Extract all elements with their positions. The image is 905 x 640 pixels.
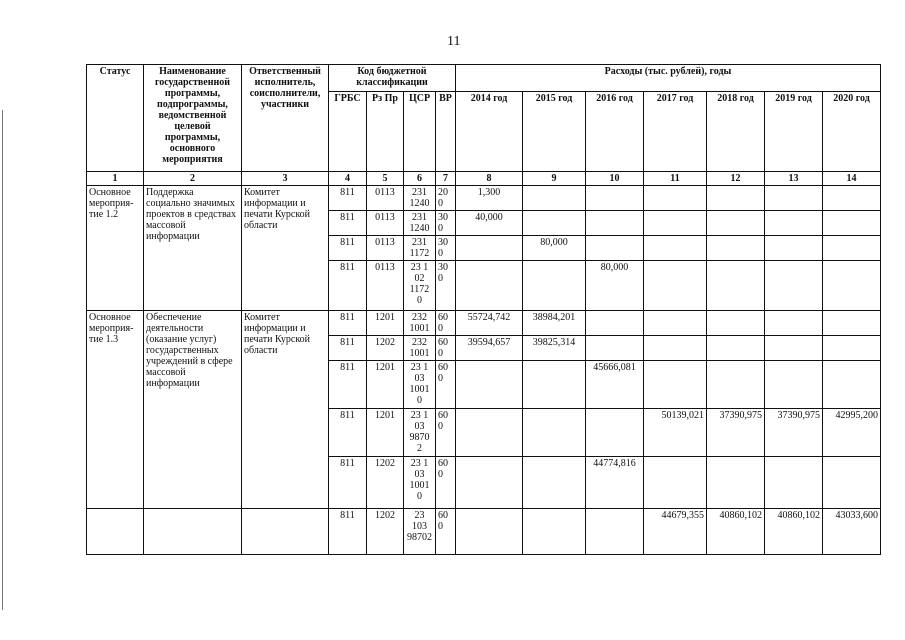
cell-2018 <box>707 336 765 361</box>
cell-grbs: 811 <box>329 186 367 211</box>
cell-2014 <box>456 261 523 311</box>
cell-2018 <box>707 361 765 409</box>
cell-rzpr: 0113 <box>367 186 404 211</box>
column-number: 5 <box>367 172 404 186</box>
header-vr: ВР <box>436 92 456 172</box>
cell-2017 <box>644 186 707 211</box>
cell-2014 <box>456 409 523 457</box>
cell-grbs: 811 <box>329 211 367 236</box>
cell-csr: 23 103 98702 <box>404 509 436 555</box>
cell-csr: 231 1240 <box>404 186 436 211</box>
cell-2018 <box>707 211 765 236</box>
cell-2014 <box>456 236 523 261</box>
header-year-2016: 2016 год <box>586 92 644 172</box>
cell-csr: 23 1 02 1172 0 <box>404 261 436 311</box>
group-status: Основное мероприя-тие 1.2 <box>87 186 144 311</box>
cell-csr: 232 1001 <box>404 336 436 361</box>
cell-vr: 20 0 <box>436 186 456 211</box>
header-rzpr: Рз Пр <box>367 92 404 172</box>
cell-2015 <box>523 361 586 409</box>
cell-2016 <box>586 236 644 261</box>
budget-table <box>86 64 881 555</box>
cell-2015 <box>523 457 586 509</box>
cell-2019 <box>765 311 823 336</box>
cell-2015: 38984,201 <box>523 311 586 336</box>
cell-2015: 80,000 <box>523 236 586 261</box>
cell-2020 <box>823 236 881 261</box>
cell-2018: 40860,102 <box>707 509 765 555</box>
cell-2017 <box>644 457 707 509</box>
cell-2014 <box>456 509 523 555</box>
header-year-2015: 2015 год <box>523 92 586 172</box>
cell-rzpr: 1201 <box>367 311 404 336</box>
cell-vr: 60 0 <box>436 336 456 361</box>
column-number: 11 <box>644 172 707 186</box>
group-name: Поддержка социально значимых проектов в средствах массовой информации <box>144 186 242 311</box>
cell-2014: 55724,742 <box>456 311 523 336</box>
cell-vr: 30 0 <box>436 261 456 311</box>
cell-csr: 23 1 03 9870 2 <box>404 409 436 457</box>
column-number: 3 <box>242 172 329 186</box>
cell-2016 <box>586 409 644 457</box>
header-csr: ЦСР <box>404 92 436 172</box>
cell-2019: 37390,975 <box>765 409 823 457</box>
cell-2016: 80,000 <box>586 261 644 311</box>
group-responsible: Комитет информации и печати Курской области <box>242 186 329 311</box>
cell-2019 <box>765 186 823 211</box>
column-number: 12 <box>707 172 765 186</box>
cell-2014: 40,000 <box>456 211 523 236</box>
group-responsible: Комитет информации и печати Курской области <box>242 311 329 509</box>
cell-vr: 60 0 <box>436 311 456 336</box>
cell-vr: 60 0 <box>436 509 456 555</box>
cell-2018 <box>707 311 765 336</box>
cell-rzpr: 1202 <box>367 509 404 555</box>
cell-grbs: 811 <box>329 361 367 409</box>
cell-csr: 231 1172 <box>404 236 436 261</box>
column-number: 7 <box>436 172 456 186</box>
cell-2020: 42995,200 <box>823 409 881 457</box>
cell-2020 <box>823 361 881 409</box>
column-number: 8 <box>456 172 523 186</box>
cell-2019 <box>765 261 823 311</box>
cell-rzpr: 1201 <box>367 409 404 457</box>
header-year-2017: 2017 год <box>644 92 707 172</box>
cell-2018 <box>707 457 765 509</box>
column-number: 10 <box>586 172 644 186</box>
column-number: 6 <box>404 172 436 186</box>
column-number: 14 <box>823 172 881 186</box>
cell-grbs: 811 <box>329 409 367 457</box>
cell-csr: 231 1240 <box>404 211 436 236</box>
cell-2017 <box>644 336 707 361</box>
cell-2017 <box>644 361 707 409</box>
cell-2016 <box>586 186 644 211</box>
cell-csr: 23 1 03 1001 0 <box>404 361 436 409</box>
cell-2019: 40860,102 <box>765 509 823 555</box>
cell-grbs: 811 <box>329 336 367 361</box>
cell-vr: 30 0 <box>436 236 456 261</box>
cell-2015 <box>523 509 586 555</box>
cell-2014 <box>456 361 523 409</box>
cell-2015: 39825,314 <box>523 336 586 361</box>
header-status: Статус <box>87 65 144 172</box>
page-number: 11 <box>447 34 461 49</box>
cell-2018 <box>707 261 765 311</box>
header-grbs: ГРБС <box>329 92 367 172</box>
header-expenses: Расходы (тыс. рублей), годы <box>456 65 881 92</box>
header-year-2014: 2014 год <box>456 92 523 172</box>
cell-2016 <box>586 509 644 555</box>
cell-2017 <box>644 261 707 311</box>
cell-grbs: 811 <box>329 236 367 261</box>
cell-2020 <box>823 311 881 336</box>
cell-2020 <box>823 261 881 311</box>
cell-vr: 60 0 <box>436 409 456 457</box>
cell-2018 <box>707 186 765 211</box>
cell-csr: 23 1 03 1001 0 <box>404 457 436 509</box>
header-name: Наименование государственной программы, подпрограммы, ведомственной целевой программы, основного мероприятия <box>144 65 242 172</box>
cell-2015 <box>523 261 586 311</box>
cell-rzpr: 1201 <box>367 361 404 409</box>
header-year-2020: 2020 год <box>823 92 881 172</box>
column-number: 2 <box>144 172 242 186</box>
cell-2016 <box>586 336 644 361</box>
group-status: Основное мероприя-тие 1.3 <box>87 311 144 509</box>
cell-grbs: 811 <box>329 261 367 311</box>
group-name: Обеспечение деятельности (оказание услуг) государственных учреждений в сфере массовой информации <box>144 311 242 509</box>
group-status <box>87 509 144 555</box>
cell-2016 <box>586 211 644 236</box>
cell-grbs: 811 <box>329 457 367 509</box>
cell-2014: 1,300 <box>456 186 523 211</box>
header-responsible: Ответственный исполнитель, соисполнители, участники <box>242 65 329 172</box>
cell-rzpr: 0113 <box>367 261 404 311</box>
cell-2020: 43033,600 <box>823 509 881 555</box>
cell-2020 <box>823 457 881 509</box>
cell-rzpr: 1202 <box>367 336 404 361</box>
cell-2020 <box>823 211 881 236</box>
column-number: 1 <box>87 172 144 186</box>
page-edge-line <box>2 110 3 610</box>
cell-grbs: 811 <box>329 509 367 555</box>
cell-2017: 44679,355 <box>644 509 707 555</box>
cell-2017 <box>644 236 707 261</box>
cell-vr: 60 0 <box>436 361 456 409</box>
cell-2014 <box>456 457 523 509</box>
cell-2017: 50139,021 <box>644 409 707 457</box>
cell-2015 <box>523 186 586 211</box>
header-year-2019: 2019 год <box>765 92 823 172</box>
cell-2019 <box>765 457 823 509</box>
cell-2014: 39594,657 <box>456 336 523 361</box>
column-number: 13 <box>765 172 823 186</box>
cell-2019 <box>765 336 823 361</box>
cell-2016: 45666,081 <box>586 361 644 409</box>
group-name <box>144 509 242 555</box>
cell-2018: 37390,975 <box>707 409 765 457</box>
cell-2019 <box>765 361 823 409</box>
cell-2020 <box>823 336 881 361</box>
cell-2016: 44774,816 <box>586 457 644 509</box>
cell-2019 <box>765 236 823 261</box>
cell-2018 <box>707 236 765 261</box>
cell-rzpr: 1202 <box>367 457 404 509</box>
column-number: 4 <box>329 172 367 186</box>
cell-csr: 232 1001 <box>404 311 436 336</box>
cell-2019 <box>765 211 823 236</box>
cell-2017 <box>644 211 707 236</box>
cell-2016 <box>586 311 644 336</box>
cell-2015 <box>523 409 586 457</box>
cell-2015 <box>523 211 586 236</box>
cell-grbs: 811 <box>329 311 367 336</box>
cell-2020 <box>823 186 881 211</box>
group-responsible <box>242 509 329 555</box>
column-number: 9 <box>523 172 586 186</box>
header-year-2018: 2018 год <box>707 92 765 172</box>
cell-rzpr: 0113 <box>367 211 404 236</box>
cell-vr: 60 0 <box>436 457 456 509</box>
header-budget-code: Код бюджетной классификации <box>329 65 456 92</box>
cell-vr: 30 0 <box>436 211 456 236</box>
cell-2017 <box>644 311 707 336</box>
cell-rzpr: 0113 <box>367 236 404 261</box>
